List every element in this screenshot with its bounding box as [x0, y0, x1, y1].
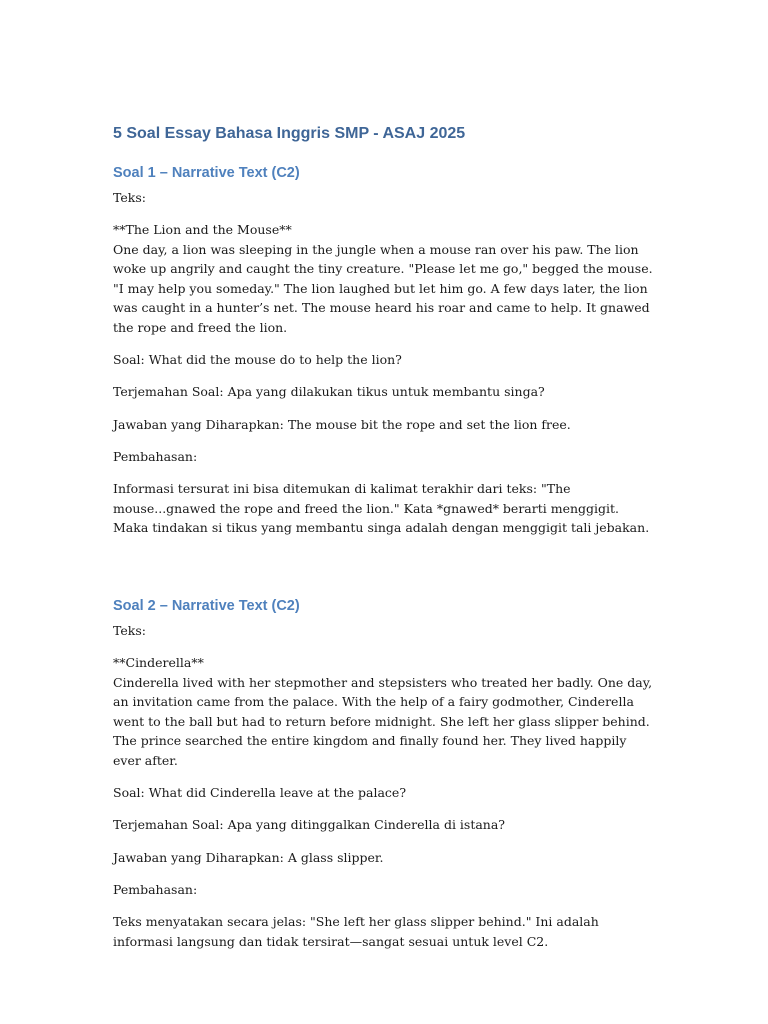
question-section-2 [113, 595, 658, 964]
question-text: Soal: What did the mouse do to help the lion? [113, 352, 402, 368]
text-label: Teks: [113, 623, 146, 638]
story-body: Cinderella lived with her stepmother and stepsisters who treated her badly. One day, an invitation came from the palace. With the help of a fairy godmother, Cinderella went to the ball but had to return before midnight. She left her glass slipper behind. The prince searched the entire kingdom and finally found her. They lived happily ever after. [113, 674, 653, 768]
question-text: Soal: What did Cinderella leave at the palace? [113, 785, 407, 801]
expected-answer: Jawaban yang Diharapkan: The mouse bit the rope and set the lion free. [113, 416, 571, 432]
document-title: 5 Soal Essay Bahasa Inggris SMP - ASAJ 2025 [113, 125, 466, 142]
discussion-label: Pembahasan: [113, 881, 198, 897]
section-heading: Soal 2 – Narrative Text (C2) [113, 598, 300, 614]
section-heading: Soal 1 – Narrative Text (C2) [113, 165, 300, 181]
story-paragraph [113, 653, 658, 770]
expected-answer: Jawaban yang Diharapkan: A glass slipper. [113, 849, 384, 865]
story-body: One day, a lion was sleeping in the jungle when a mouse ran over his paw. The lion woke up angrily and caught the tiny creature. "Please let me go," begged the mouse. "I may help you someday." The lion laughed but let him go. A few days later, the lion was caught in a hunter’s net. The mouse heard his roar and came to help. It gnawed the rope and freed the lion. [113, 241, 653, 335]
question-section-1 [113, 162, 658, 551]
discussion-label: Pembahasan: [113, 448, 198, 464]
question-translation: Terjemahan Soal: Apa yang dilakukan tikus untuk membantu singa? [113, 384, 545, 400]
question-translation: Terjemahan Soal: Apa yang ditinggalkan Cinderella di istana? [113, 817, 506, 833]
text-label: Teks: [113, 190, 146, 205]
story-title: **Cinderella** [113, 655, 204, 671]
story-title: **The Lion and the Mouse** [113, 222, 292, 238]
discussion-text: Teks menyatakan secara jelas: "She left her glass slipper behind." Ini adalah informasi langsung dan tidak tersirat—sangat sesuai untuk level C2. [113, 914, 599, 949]
story-paragraph [113, 220, 658, 337]
discussion-text: Informasi tersurat ini bisa ditemukan di kalimat terakhir dari teks: "The mouse...gnawed the rope and freed the lion." Kata *gnawed* berarti menggigit. Maka tindakan si tikus yang membantu singa adalah dengan menggigit tali jebakan. [113, 481, 650, 536]
